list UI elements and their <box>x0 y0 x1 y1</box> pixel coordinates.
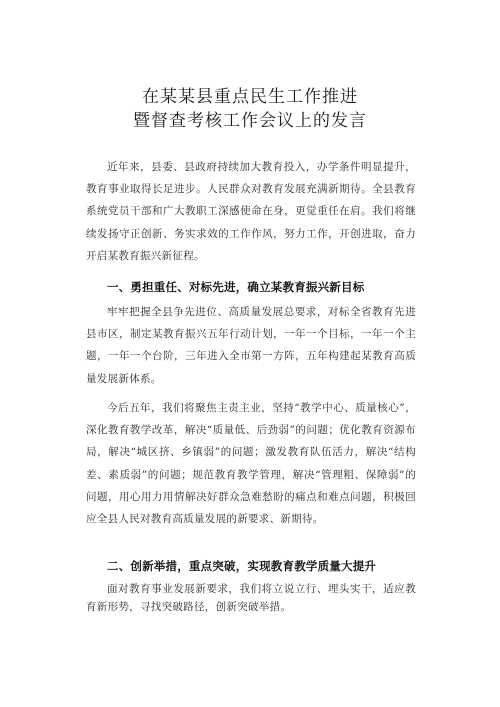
section-heading-1: 一、勇担重任、对标先进，确立某教育振兴新目标 <box>107 280 365 294</box>
section-heading-2: 二、创新举措，重点突破，实现教育教学质量大提升 <box>107 559 377 573</box>
document-title-line-2: 暨督查考核工作会议上的发言 <box>133 111 367 131</box>
document-title-line-1: 在某某县重点民生工作推进 <box>142 87 358 107</box>
section-2-paragraph-1: 面对教育事业发展新要求，我们将立说立行、埋头实干，适应教育新形势，寻找突破路径，创新突破举措。 <box>86 583 416 613</box>
section-1-paragraph-2: 今后五年，我们将聚焦主责主业，坚持“教学中心、质量核心”，深化教育教学改革，解决“质量低、后劲弱”的问题；优化教育资源布局，解决“城区挤、乡镇弱”的问题；激发教育队伍活力，解决“结构差、素质弱”的问题；规范教育教学管理，解决“管理粗、保障弱”的问题，用心用力用情解决好群众急难愁盼的痛点和难点问题，积极回应全县人民对教育高质量发展的新要求、新期待。 <box>86 402 416 526</box>
intro-paragraph: 近年来，县委、县政府持续加大教育投入，办学条件明显提升，教育事业取得长足进步。人民群众对教育发展充满新期待。全县教育系统党员干部和广大教职工深感使命在身，更觉重任在肩。我们将继续发扬守正创新、务实求效的工作作风，努力工作，开创进取，奋力开启某教育振兴新征程。 <box>86 161 416 262</box>
section-1-paragraph-1: 牢牢把握全县争先进位、高质量发展总要求，对标全省教育先进县市区，制定某教育振兴五年行动计划，一年一个目标，一年一个主题，一年一个台阶，三年进入全市第一方阵，五年构建起某教育高质量发展新体系。 <box>86 306 416 385</box>
